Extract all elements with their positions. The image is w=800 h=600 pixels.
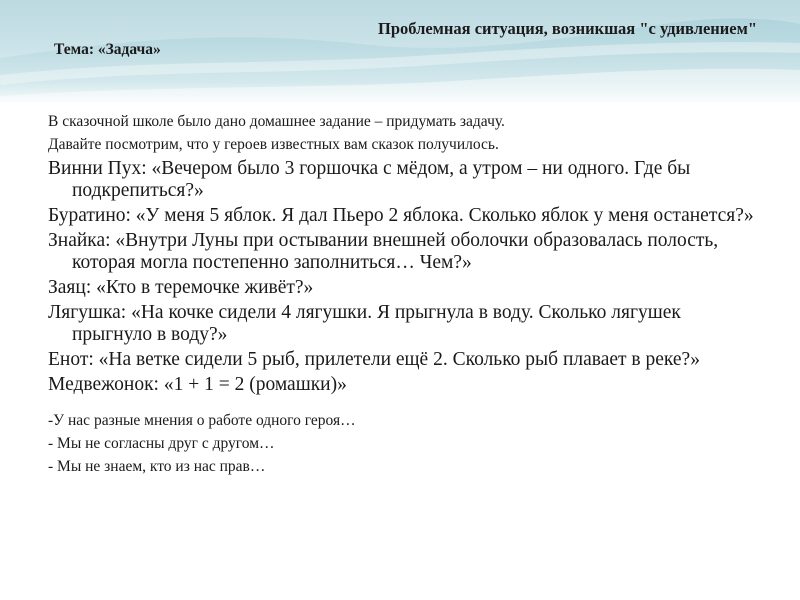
- quote-winnie-the-pooh: Винни Пух: «Вечером было 3 горшочка с мёдом, а утром – ни одного. Где бы подкрепиться?»: [48, 158, 691, 201]
- quote-buratino: Буратино: «У меня 5 яблок. Я дал Пьеро 2 яблока. Сколько яблок у меня останется?»: [48, 205, 754, 226]
- closing-line: - Мы не знаем, кто из нас прав…: [48, 458, 266, 475]
- problem-situation-title: Проблемная ситуация, возникшая "с удивлением": [378, 19, 758, 38]
- quote-frog: Лягушка: «На кочке сидели 4 лягушки. Я прыгнула в воду. Сколько лягушек прыгнуло в воду?»: [48, 302, 681, 345]
- header-band: [0, 0, 800, 102]
- closing-line: -У нас разные мнения о работе одного героя…: [48, 412, 356, 429]
- intro-line: Давайте посмотрим, что у героев известных вам сказок получилось.: [48, 136, 499, 153]
- topic-title: Тема: «Задача»: [54, 41, 161, 58]
- spacer: [48, 396, 760, 411]
- quote-hare: Заяц: «Кто в теремочке живёт?»: [48, 277, 314, 298]
- quote-znayka: Знайка: «Внутри Луны при остывании внешней оболочки образовалась полость, которая могла постепенно заполниться… Чем?»: [48, 230, 719, 273]
- closing-line: - Мы не согласны друг с другом…: [48, 435, 275, 452]
- quote-bear-cub: Медвежонок: «1 + 1 = 2 (ромашки)»: [48, 374, 347, 395]
- quote-raccoon: Енот: «На ветке сидели 5 рыб, прилетели ещё 2. Сколько рыб плавает в реке?»: [48, 349, 700, 370]
- slide-body: [48, 112, 760, 480]
- intro-line: В сказочной школе было дано домашнее задание – придумать задачу.: [48, 113, 505, 130]
